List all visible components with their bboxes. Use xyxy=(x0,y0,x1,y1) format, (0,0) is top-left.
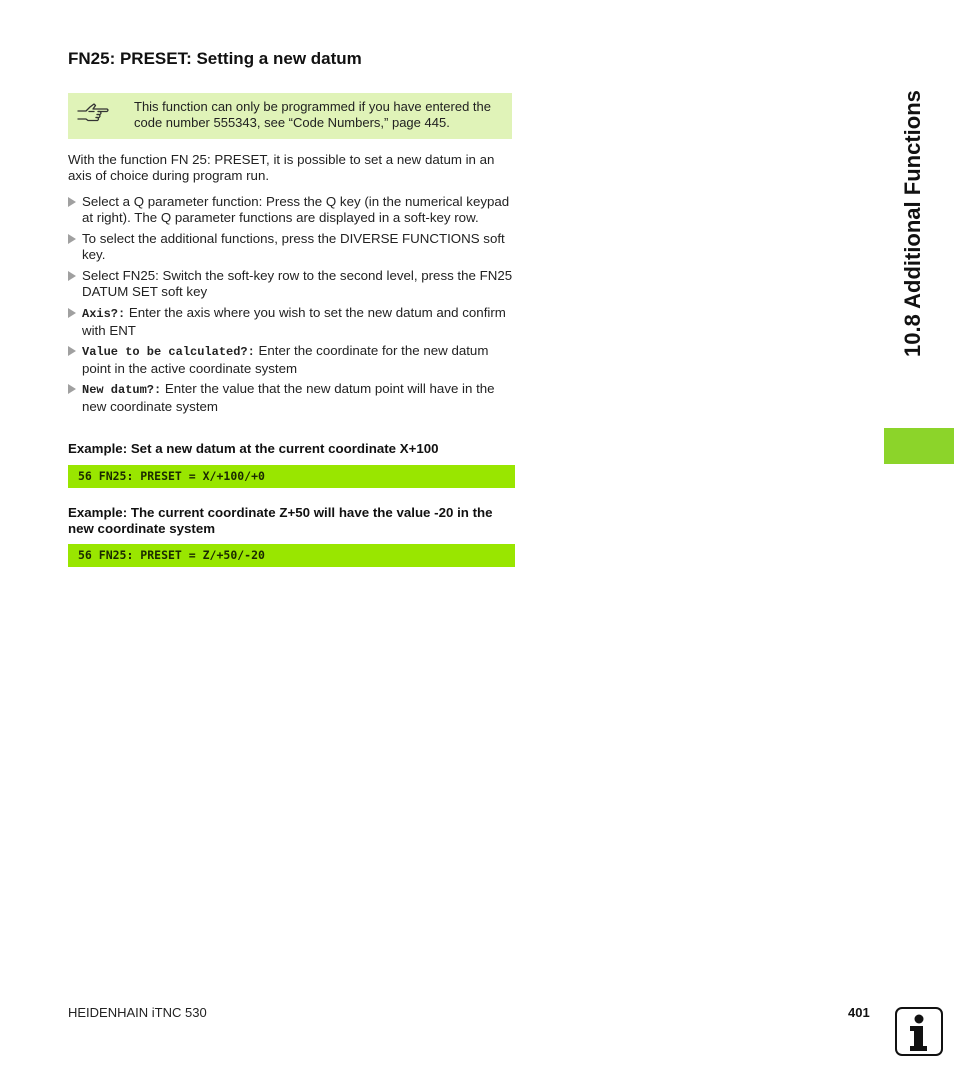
note-text: This function can only be programmed if you have entered the code number 555343, see “Code Numbers,” page 445. xyxy=(134,99,491,130)
step-text: Select a Q parameter function: Press the Q key (in the numerical keypad at right). The Q parameter functions are displayed in a soft-key row. xyxy=(82,194,510,226)
bullet-arrow-icon xyxy=(68,271,76,281)
bullet-arrow-icon xyxy=(68,234,76,244)
step-prompt: New datum?: xyxy=(82,383,162,398)
intro-paragraph: With the function FN 25: PRESET, it is possible to set a new datum in an axis of choice during program run. xyxy=(68,152,495,184)
step-item xyxy=(68,305,514,339)
pointing-hand-icon xyxy=(76,99,110,129)
chapter-tab xyxy=(884,428,954,464)
steps-list xyxy=(68,194,514,420)
step-text: To select the additional functions, press the DIVERSE FUNCTIONS soft key. xyxy=(82,231,505,263)
step-text: Enter the coordinate for the new datum point in the active coordinate system xyxy=(82,343,489,376)
example1-code: 56 FN25: PRESET = X/+100/+0 xyxy=(68,465,515,488)
step-text: Select FN25: Switch the soft-key row to the second level, press the FN25 DATUM SET soft key xyxy=(82,268,513,300)
step-item xyxy=(68,231,514,264)
bullet-arrow-icon xyxy=(68,308,76,318)
step-item xyxy=(68,268,514,301)
note-box xyxy=(68,93,512,139)
chapter-side-heading: 10.8 Additional Functions xyxy=(900,90,925,357)
example2-heading: Example: The current coordinate Z+50 will have the value -20 in the new coordinate system xyxy=(68,505,493,537)
step-text: Enter the axis where you wish to set the new datum and confirm with ENT xyxy=(82,305,506,338)
example2-code: 56 FN25: PRESET = Z/+50/-20 xyxy=(68,544,515,567)
bullet-arrow-icon xyxy=(68,384,76,394)
footer-product: HEIDENHAIN iTNC 530 xyxy=(68,1005,207,1020)
step-prompt: Axis?: xyxy=(82,307,126,322)
step-text: Enter the value that the new datum point will have in the new coordinate system xyxy=(82,381,495,414)
page-number: 401 xyxy=(848,1005,870,1020)
step-item xyxy=(68,194,514,227)
step-item xyxy=(68,381,514,415)
step-prompt: Value to be calculated?: xyxy=(82,345,255,360)
step-item xyxy=(68,343,514,377)
example1-heading: Example: Set a new datum at the current coordinate X+100 xyxy=(68,441,439,456)
bullet-arrow-icon xyxy=(68,197,76,207)
info-icon xyxy=(895,1007,943,1056)
bullet-arrow-icon xyxy=(68,346,76,356)
section-title: FN25: PRESET: Setting a new datum xyxy=(68,49,362,68)
